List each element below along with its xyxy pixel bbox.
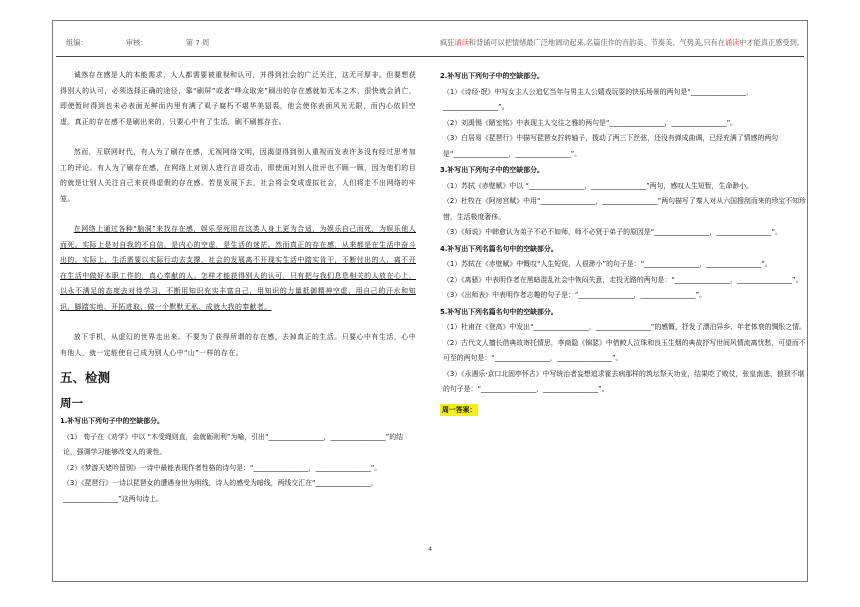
section-title: 五、检测: [60, 370, 111, 385]
question-item: （1）苏轼在《赤壁赋》中慨叹“人生短促，人很渺小”的句子是：“________________，________________”。: [443, 260, 772, 268]
question-title: 2.补写出下列句子中的空缺部分。: [440, 72, 544, 80]
essay-paragraph: 然而，互联网时代，有人为了刷存在感，无视网络文明，因渴望得到别人重视而发表许多没有经过思考加工的评论。有人为了刷存在感，在网络上对别人进行言语攻击，即使面对别人批评也不顾一顾，因为他们的目的就是让别人关注自己来获得虚假的存在感。若是发展下去，社会将会变成虚拟社会，人们将走不出网络的牢笼。: [60, 148, 416, 203]
question-item: （2）《离骚》中表明作者在黑暗混乱社会中恢闷失意，走投无路的两句是：“________________，________________”。: [443, 275, 803, 284]
question-item: （1）苏轼《赤壁赋》中以 “________________，________________”两句，感叹人生短暂，生命渺小。: [443, 181, 754, 190]
question-item: （3）《永遇乐·京口北固亭怀古》中写统治者妄想追求霍去病那样的筑坛祭天功业，结果吃了败仗，张皇南逃，狼狈不堪的句子是：“________________，________________”。: [443, 369, 805, 393]
essay-paragraph-underlined: 在网络上通过各种“脑洞”来找存在感，娱乐至死用在这类人身上更为合适，为娱乐自己而死，为娱乐他人而死。实际上是对自我的不自信，是内心的空虚，是生活的迷茫。然而真正的存在感，从来都是在生活中奋斗出的。实际上，生活需要以实际行动去支撑，社会的发展离不开现实生活中踏实肯干，不断付出的人，离不开在生活中做好本职工作的，真心奉献的人。怎样才能获得别人的认可，只有把与我们息息相关的人放在心上，以永不满足的态度去对待学习，不断用知识充实丰富自己，用知识的力量抵御精神空虚，用自己的汗水和知识，脚踏实地、开拓进取，做一个默默无私、成就大我的奉献者。: [60, 225, 416, 311]
question-item: （2）《梦游天姥吟留别》一诗中最能表现作者性格的诗句是：“________________，________________”。: [63, 463, 382, 472]
question-item: （2）古代文人擅长借典故寄托情思，李商隐《锦瑟》中借鲛人泣珠和良玉生烟的典故抒写世间风情流离忧愁，可望而不可至的两句是：“________________，________________”。: [443, 338, 806, 362]
question-item: （3）《琵琶行》一诗以琵琶女的遭遇身世为明线，诗人的感受为暗线，两线交汇在“________________，________________”这两句诗上。: [63, 479, 378, 503]
question-item: （2）杜牧在《阿房宫赋》中用“________________，________________”两句描写了秦人对从六国搜刮而来的珍宝不知珍惜，生活极度奢侈。: [443, 197, 806, 221]
header-group: 组编：: [66, 38, 88, 47]
essay-paragraph: 诚然存在感是人的本能需求，人人都需要被重视和认可，并得到社会的广泛关注，这无可厚非。但要想获得别人的认可，必须选择正确的途径，靠“刷屏”或者“哗众取宠”刷出的存在感就如无本之木，很快就会消亡，即使暂时得到也未必表面光鲜而内里有满了虱子腐朽不堪华美貂裘，他会使你表面风光无限，而内心依旧空虚。真正的存在感不是刷出来的，只要心中有了生活，刷不刷都存在。: [60, 71, 416, 126]
question-item: （1）杜甫在《登高》中发出“________________，________________”的感慨，抒发了漂泊异乡、年老体衰的惆怅之情。: [443, 323, 806, 331]
header-meta: [66, 38, 245, 54]
question-item: （3）白居易《琵琶行》中描写琵琶女拧转轴子，拨动了两三下丝弦，还没有弹成曲调，已经充满了情感的两句是“________________，________________”。: [443, 134, 779, 158]
question-title: 4.补写出下列名篇名句中的空缺部分。: [440, 244, 558, 253]
header-week: 第 7 周: [185, 38, 210, 47]
question-item: （3）《师说》中韩愈认为弟子不必不如师，师不必贤于弟子的原因是“________________，________________”。: [443, 228, 782, 236]
header-rule: [56, 56, 804, 57]
question-item: （3）《出师表》中表明作者志趣的句子是：“________________，________________”。: [443, 291, 707, 299]
question-title: 1.补写出下列句子中的空缺部分。: [60, 417, 164, 425]
answer-label: 周一答案：: [442, 405, 477, 414]
page-number: 4: [428, 545, 433, 553]
header-reviewer: 审核：: [125, 38, 148, 47]
page-header: [66, 38, 804, 54]
question-item: （1）《诗经·氓》中写女主人公追忆当年与男主人公嬉戏玩耍的快乐场景的两句是“________________，________________”。: [443, 87, 753, 111]
question-item: （2）刘禹锡《陋室铭》中表现主人交往之雅的两句是“________________，________________”。: [443, 118, 738, 127]
right-column: [440, 68, 806, 418]
question-title: 3.补写出下列句子中的空缺部分。: [440, 166, 544, 174]
left-column: [60, 68, 416, 507]
question-title: 5.补写出下列名篇名句中的空缺部分。: [440, 307, 558, 316]
question-item: （1） 荀子在《劝学》中以 “木受绳则直，金就砺则利”为喻，引出“________________，________________”的结论，强调学习能够改变人的秉性。: [63, 432, 404, 456]
header-slogan: 疯狂诵读和背诵可以把情绪最广泛地调动起来,名篇佳作的音韵美、节奏美、气势美,只有在诵读中才能真正感受到。: [439, 38, 804, 47]
essay-paragraph: 放下手机，从虚幻的世界走出来。不要为了获得所谓的存在感，去掉真正的生活。只要心中有生活，心中有他人，就一定能使自己成为别人心中“山”一样的存在。: [60, 333, 416, 357]
week-title: 周一: [60, 396, 83, 410]
